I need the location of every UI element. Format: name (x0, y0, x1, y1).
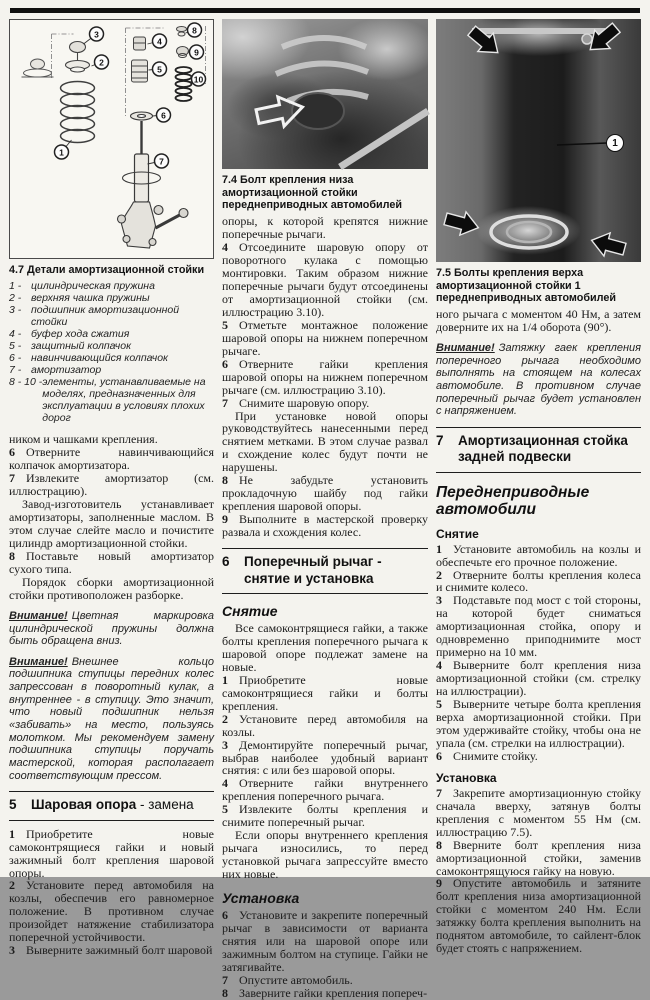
step-text: Заверните гайки крепления попереч- (239, 985, 428, 1000)
step-text: Приобретите новые самоконтрящиеся гайки и болты крепления. (222, 672, 428, 713)
warning-text: Внешнее кольцо подшипника ступицы передних колес запрессован в поворотный кулак, а внутреннее - в ступицу. Это значит, что новый подшипник нельзя «забивать» на место, пользуясь молотком. Мы рекомендуем замену подшипника ступицы поручать мастерской, которая располагает соответствующим прессом. (9, 655, 214, 782)
legend-item-number: 2 - (9, 291, 22, 304)
legend-item (9, 304, 214, 328)
step-number: 6 (222, 908, 228, 923)
diagram-callout (188, 23, 202, 37)
body-paragraph: Все самоконтрящиеся гайки, а также болты крепления поперечного рычага к шаровой опоре подлежат замене на новые. (222, 620, 428, 674)
figure-caption: 7.4 Болт крепления низа амортизационной стойки переднеприводных автомобилей (222, 174, 403, 212)
step-number: 5 (222, 317, 228, 332)
step-number: 4 (222, 240, 228, 255)
procedure-step (222, 987, 428, 1000)
procedure-step (222, 713, 428, 739)
procedure-step (222, 474, 428, 513)
step-number: 8 (222, 985, 228, 1000)
step-number: 6 (9, 445, 15, 460)
step-text: Опустите автомобиль и затяните болт крепления низа амортизационной стойки с моментом 240 Нм. Если затяжку болта крепления выполнить на поднятом автомобиле, то сайлент-блок будет стоять с напряжением. (436, 876, 641, 956)
legend-item-label: буфер хода сжатия (31, 327, 130, 340)
step-text: Установите автомобиль на козлы и обеспечьте его прочное положение. (436, 541, 641, 569)
procedure-step (222, 803, 428, 829)
step-number: 9 (436, 876, 442, 891)
diagram-callout (190, 45, 204, 59)
warning-label: Внимание! (9, 655, 68, 668)
warning-text: Затяжку гаек крепления поперечного рычага необходимо выполнять на стоящем на колесах автомобиле. В противном случае поперечный рычаг будет установлен с напряжением. (436, 342, 641, 418)
strut-diagram-figure (9, 19, 214, 259)
step-text: Демонтируйте поперечный рычаг, выбрав наиболее удобный вариант снятия: с или без шаровой опоры. (222, 737, 428, 778)
legend-item-number: 8 - 10 - (9, 376, 43, 389)
step-text: Не забудьте установить прокладочную шайбу под гайки крепления шаровой опоры. (222, 473, 428, 514)
step-text: Отверните навинчивающийся колпачок амортизатора. (9, 445, 214, 473)
legend-item-number: 1 - (9, 279, 22, 292)
subsection-heading: Переднеприводные автомобили (436, 483, 590, 519)
diagram-callout (155, 154, 169, 168)
body-paragraph: ником и чашками крепления. (9, 432, 158, 447)
step-text: Извлеките амортизатор (см. иллюстрацию). (9, 471, 214, 499)
procedure-step (436, 659, 641, 698)
step-number: 3 (222, 737, 228, 752)
procedure-step (222, 739, 428, 778)
warning-label: Внимание! (436, 342, 495, 355)
step-text: Отверните гайки внутреннего крепления поперечного рычага. (222, 776, 428, 804)
mount-inset (22, 59, 54, 77)
callout-number: 7 (159, 156, 164, 167)
warning-label: Внимание! (9, 609, 68, 622)
procedure-step (436, 698, 641, 750)
procedure-step (436, 877, 641, 955)
figure-legend (9, 280, 214, 425)
legend-item (9, 364, 214, 376)
legend-item-label: элементы, устанавливаемые на моделях, предназначенных для эксплуатации в условиях плохих дорог (42, 376, 206, 425)
step-text: Установите и закрепите поперечный рычаг в зависимости от варианта снятия или на шаровой опоре или зажимным болтом на ступице. Гайки не затягивайте. (222, 908, 428, 974)
warning-note (9, 610, 214, 648)
procedure-step (9, 879, 214, 944)
step-text: Подставьте под мост с той стороны, на которой будет сниматься амортизационная стойка, опору и одновременно приподнимите мост примерно на 10 мм. (436, 593, 641, 660)
callout-badge: 1 (606, 134, 624, 152)
column-right (436, 19, 641, 1000)
procedure-step (436, 750, 641, 763)
warning-text: Цветная маркировка цилиндрической пружины должна быть обращена вниз. (9, 609, 214, 648)
step-number: 8 (222, 473, 228, 488)
step-text: Закрепите амортизационную стойку сначала вверху, затянув болты крепления с моментом 55 Нм (см. иллюстрацию 7.5). (436, 785, 641, 839)
subsection-heading: Установка (436, 770, 497, 785)
procedure-step (436, 569, 641, 595)
figure-caption: 4.7 Детали амортизационной стойки (9, 264, 205, 276)
callout-number: 3 (94, 29, 99, 40)
legend-item-number: 7 - (9, 364, 22, 377)
step-number: 1 (9, 826, 15, 841)
step-text: Установите перед автомобиля на козлы. (222, 711, 428, 739)
procedure-step (436, 594, 641, 659)
step-number: 7 (9, 471, 15, 486)
section-number: 6 (222, 554, 230, 570)
callout-number: 8 (192, 25, 197, 36)
legend-item-label: защитный колпачок (31, 340, 132, 353)
step-number: 7 (222, 395, 228, 410)
step-number: 2 (222, 711, 228, 726)
diagram-callout (95, 55, 109, 69)
content-columns (9, 19, 641, 1000)
arrow-icon (464, 22, 505, 62)
section-title: Амортизационная стойка задней подвески (458, 432, 628, 465)
step-number: 6 (222, 356, 228, 371)
legend-item (9, 328, 214, 340)
step-text: Выверните зажимный болт шаровой (26, 943, 213, 958)
step-number: 1 (222, 672, 228, 687)
procedure-step (436, 543, 641, 569)
callout-number: 4 (157, 36, 162, 47)
legend-item (9, 352, 214, 364)
step-number: 4 (222, 776, 228, 791)
strut-exploded-diagram (10, 20, 213, 258)
step-number: 8 (436, 837, 442, 852)
legend-item-number: 4 - (9, 327, 22, 340)
legend-item-label: амортизатор (31, 364, 102, 377)
step-number: 2 (436, 567, 442, 582)
step-number: 5 (436, 697, 442, 712)
procedure-step (222, 397, 428, 410)
callout-number: 10 (193, 74, 204, 85)
subsection-heading: Снятие (222, 602, 278, 619)
coil-spring (61, 82, 95, 143)
column-middle (222, 19, 428, 1000)
step-text: Поставьте новый амортизатор сухого типа. (9, 549, 214, 577)
procedure-step (436, 787, 641, 839)
legend-item-label: верхняя чашка пружины (31, 291, 150, 304)
legend-item (9, 292, 214, 304)
legend-item-number: 5 - (9, 340, 22, 353)
photo-figure-7-4 (222, 19, 428, 169)
subsection-heading: Снятие (436, 526, 479, 541)
diagram-callout (157, 108, 171, 122)
step-number: 2 (9, 878, 15, 893)
step-number: 3 (436, 593, 442, 608)
step-text: Установите перед автомобиля на козлы, обеспечив его равномерное положение. В противном случае произойдет натяжение стабилизатора поперечной устойчивости. (9, 878, 214, 945)
step-text: Отсоедините шаровую опору от поворотного кулака с помощью монтировки. Таким образом нижние поперечные рычаги будут отсоединены от амортизационной стойки (см. иллюстрацию 3.10). (222, 240, 428, 319)
step-text: Выполните в мастерской проверку развала и схождения колес. (222, 512, 428, 540)
section-title: Шаровая опора (31, 797, 137, 813)
callout-number: 2 (99, 57, 104, 68)
section-heading (9, 791, 214, 820)
step-text: Отверните болты крепления колеса и снимите колесо. (436, 567, 641, 595)
legend-item (9, 376, 214, 424)
arrow-icon (589, 229, 628, 261)
step-text: Приобретите новые самоконтрящиеся гайки и новый зажимный болт крепления шаровой опоры. (9, 826, 214, 880)
step-number: 7 (222, 972, 228, 987)
step-text: Снимите шаровую опору. (239, 395, 370, 410)
step-text: Опустите автомобиль. (239, 972, 353, 987)
column-left (9, 19, 214, 1000)
callout-number: 6 (161, 110, 166, 121)
section-number: 5 (9, 797, 17, 813)
procedure-step (222, 358, 428, 397)
procedure-step (222, 513, 428, 539)
diagram-callout (192, 72, 206, 86)
section-heading (436, 427, 641, 473)
step-text: Извлеките болты крепления и снимите поперечный рычаг. (222, 802, 428, 830)
warning-note (9, 656, 214, 782)
callout-number: 9 (194, 47, 199, 58)
warning-note (436, 342, 641, 418)
body-paragraph: ного рычага с моментом 40 Нм, а затем доверните их на 1/4 оборота (90°). (436, 307, 641, 335)
step-text: Отметьте монтажное положение шаровой опоры на нижнем поперечном рычаге. (222, 317, 428, 358)
step-text: Отверните гайки крепления шаровой опоры на нижнем поперечном рычаге (см. иллюстрацию 3.10). (222, 356, 428, 397)
legend-item-label: навинчивающийся колпачок (31, 352, 169, 365)
step-number: 6 (436, 748, 442, 763)
legend-item-label: подшипник амортизационной стойки (31, 303, 180, 328)
body-paragraph: Завод-изготовитель устанавливает амортизаторы, заполненные маслом. В этом случае слейте масло и почистите цилиндр амортизационной стойки. (9, 497, 214, 551)
callout-number: 1 (59, 147, 64, 158)
body-paragraph: Если опоры внутреннего крепления рычага износились, то перед установкой рычага запрессуйте вместо них новые. (222, 828, 428, 882)
section-heading (222, 548, 428, 594)
section-title: Поперечный рычаг - снятие и установка (244, 554, 382, 586)
arrow-icon (442, 207, 481, 239)
procedure-step (436, 839, 641, 878)
procedure-step (9, 550, 214, 576)
procedure-step (222, 674, 428, 713)
step-text: Вверните болт крепления низа амортизационной стойки, заменив самоконтрящуюся гайку на новую. (436, 837, 641, 878)
diagram-callout (90, 27, 104, 41)
legend-item (9, 340, 214, 352)
body-paragraph: При установке новой опоры руководствуйтесь нанесенными перед снятием метками. В этом случае развал и схождение колес будут почти не нарушены. (222, 408, 428, 475)
callout-number: 5 (157, 64, 162, 75)
step-number: 4 (436, 658, 442, 673)
body-paragraph: опоры, к которой крепятся нижние поперечные рычаги. (222, 214, 428, 242)
top-rule (10, 8, 640, 13)
procedure-step (9, 944, 214, 957)
section-title: - замена (136, 797, 194, 813)
step-number: 9 (222, 512, 228, 527)
legend-item-number: 6 - (9, 352, 22, 365)
section-number: 7 (436, 432, 444, 448)
subsection-heading: Установка (222, 890, 300, 907)
step-number: 5 (222, 802, 228, 817)
diagram-callout (153, 62, 167, 76)
step-number: 8 (9, 549, 15, 564)
step-text: Выверните болт крепления низа амортизационной стойки (см. стрелку на иллюстрации). (436, 658, 641, 699)
diagram-callout (153, 34, 167, 48)
photo-figure-7-5 (436, 19, 641, 262)
procedure-step (222, 909, 428, 974)
figure-caption: 7.5 Болты крепления верха амортизационной стойки 1 переднеприводных автомобилей (436, 267, 617, 305)
procedure-step (9, 828, 214, 880)
legend-item (9, 280, 214, 292)
diagram-callout (55, 145, 69, 159)
step-number: 7 (436, 785, 442, 800)
body-paragraph: Порядок сборки амортизационной стойки противоположен разборке. (9, 574, 214, 602)
legend-item-label: цилиндрическая пружина (31, 279, 155, 292)
step-text: Выверните четыре болта крепления верха амортизационной стойки. При этом удерживайте стойку, чтобы она не упала (см. стрелки на иллюстрации). (436, 697, 641, 750)
step-text: Снимите стойку. (453, 748, 538, 763)
procedure-step (222, 241, 428, 319)
procedure-step (222, 777, 428, 803)
procedure-step (9, 472, 214, 498)
procedure-step (9, 446, 214, 472)
step-number: 3 (9, 943, 15, 958)
procedure-step (222, 319, 428, 358)
legend-item-number: 3 - (9, 303, 22, 316)
step-number: 1 (436, 541, 442, 556)
